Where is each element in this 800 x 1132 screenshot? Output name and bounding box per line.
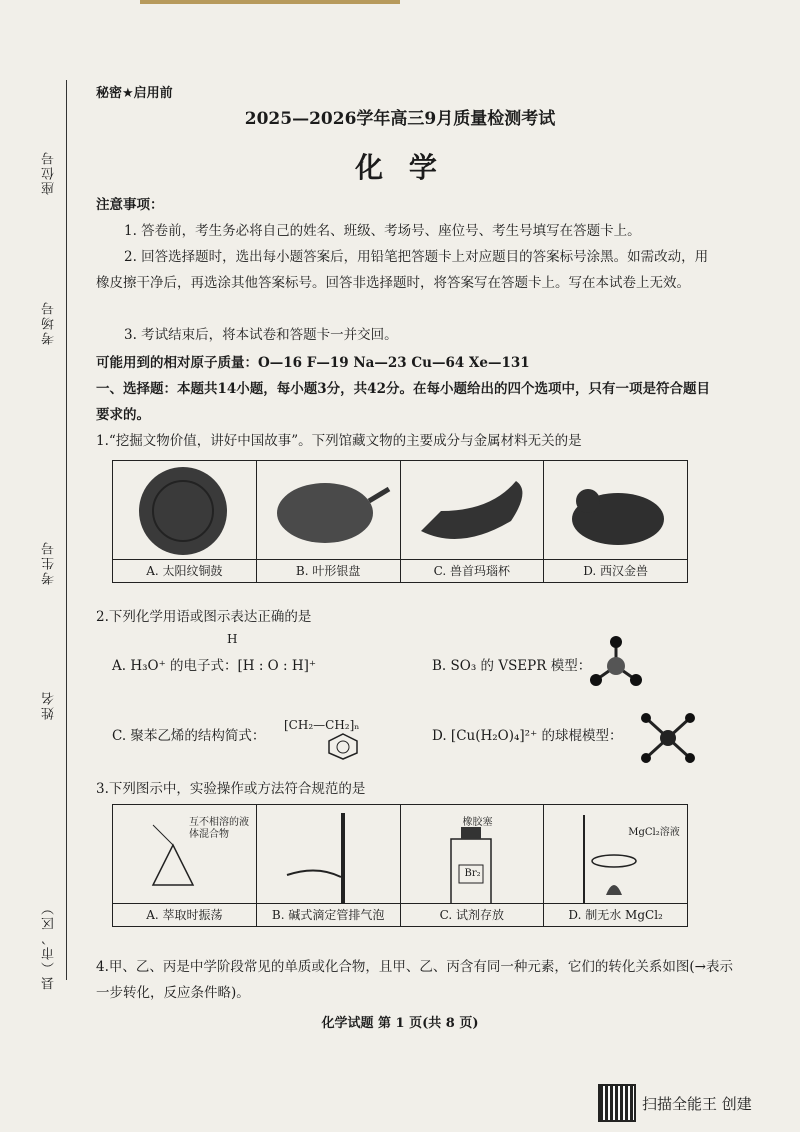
atomic-masses: 可能用到的相对原子质量：O—16 F—19 Na—23 Cu—64 Xe—131: [96, 355, 530, 371]
q3-option-c: C. 试剂存放: [401, 903, 544, 926]
q2-option-c: C. 聚苯乙烯的结构简式：: [112, 728, 266, 744]
cu-complex-model: [636, 708, 700, 768]
secret-mark: 秘密★启用前: [96, 86, 173, 101]
question-3-stem: 3.下列图示中，实验操作或方法符合规范的是: [96, 781, 366, 797]
question-1-stem: 1.“挖掘文物价值，讲好中国故事”。下列馆藏文物的主要成分与金属材料无关的是: [96, 433, 582, 449]
gold-beast-image: [544, 461, 684, 559]
question-3-images: [112, 804, 688, 927]
q1-option-c: C. 兽首玛瑙杯: [401, 559, 544, 582]
question-4-stem: 4.甲、乙、丙是中学阶段常见的单质或化合物，且甲、乙、丙含有同一种元素，它们的转化关系如图(→表示一步转化，反应条件略)。: [96, 959, 733, 1001]
scanner-watermark: [598, 1084, 752, 1122]
question-1-images: [112, 460, 688, 583]
evaporation-image: [544, 805, 684, 903]
scanner-text: 扫描全能王 创建: [642, 1094, 752, 1113]
section-one-heading: 一、选择题：本题共14小题，每小题3分，共42分。在每小题给出的四个选项中，只有一项是符合题目要求的。: [96, 381, 710, 423]
subject-title: 化 学: [355, 151, 445, 184]
mgcl2-solution-label: MgCl₂溶液: [628, 827, 680, 838]
qr-code-icon: [598, 1084, 636, 1122]
exam-title: 2025—2026学年高三9月质量检测考试: [244, 109, 556, 129]
so3-vsepr-model: [588, 636, 644, 692]
binding-line: [66, 80, 67, 980]
q2-a-top-h: H: [227, 632, 238, 646]
burette-image: [257, 805, 397, 903]
q2-option-a: A. H₃O⁺ 的电子式：[H : O : H]⁺: [112, 658, 317, 674]
agate-cup-image: [401, 461, 541, 559]
q1-option-a: A. 太阳纹铜鼓: [113, 559, 256, 582]
county-label: 县（市、区）: [42, 900, 57, 990]
student-id-label: 考生号: [42, 540, 57, 585]
name-label: 姓名: [42, 690, 57, 720]
polystyrene-formula: [CH₂—CH₂]ₙ: [284, 718, 360, 732]
q3-option-b: B. 碱式滴定管排气泡: [257, 903, 400, 926]
q1-option-b: B. 叶形银盘: [257, 559, 400, 582]
page-footer: 化学试题 第 1 页(共 8 页): [321, 1016, 479, 1031]
benzene-ring: [326, 732, 360, 760]
q3-option-a: A. 萃取时振荡: [113, 903, 256, 926]
silver-plate-image: [257, 461, 397, 559]
room-label: 考场号: [42, 300, 57, 345]
top-strip: [140, 0, 400, 4]
notice-item-1: 1. 答卷前，考生务必将自己的姓名、班级、考场号、座位号、考生号填写在答题卡上。: [124, 223, 641, 239]
q2-option-d: D. [Cu(H₂O)₄]²⁺ 的球棍模型：: [432, 728, 623, 744]
seat-label: 座位号: [42, 150, 57, 195]
q2-option-b: B. SO₃ 的 VSEPR 模型：: [432, 658, 592, 674]
extraction-label: 互不相溶的液体混合物: [189, 817, 249, 840]
q1-option-d: D. 西汉金兽: [544, 559, 687, 582]
q3-option-d: D. 制无水 MgCl₂: [544, 903, 687, 926]
notice-heading: 注意事项：: [96, 197, 164, 213]
br2-label: Br₂: [464, 868, 481, 879]
bronze-drum-image: [113, 461, 253, 559]
notice-item-3: 3. 考试结束后，将本试卷和答题卡一并交回。: [124, 327, 398, 343]
notice-item-2: 2. 回答选择题时，选出每小题答案后，用铅笔把答题卡上对应题目的答案标号涂黑。如需改动，用橡皮擦干净后，再选涂其他答案标号。回答非选择题时，将答案写在答题卡上。写在本试卷上无效。: [96, 249, 709, 291]
rubber-stopper-label: 橡胶塞: [462, 817, 493, 828]
question-2-stem: 2.下列化学用语或图示表达正确的是: [96, 609, 312, 625]
